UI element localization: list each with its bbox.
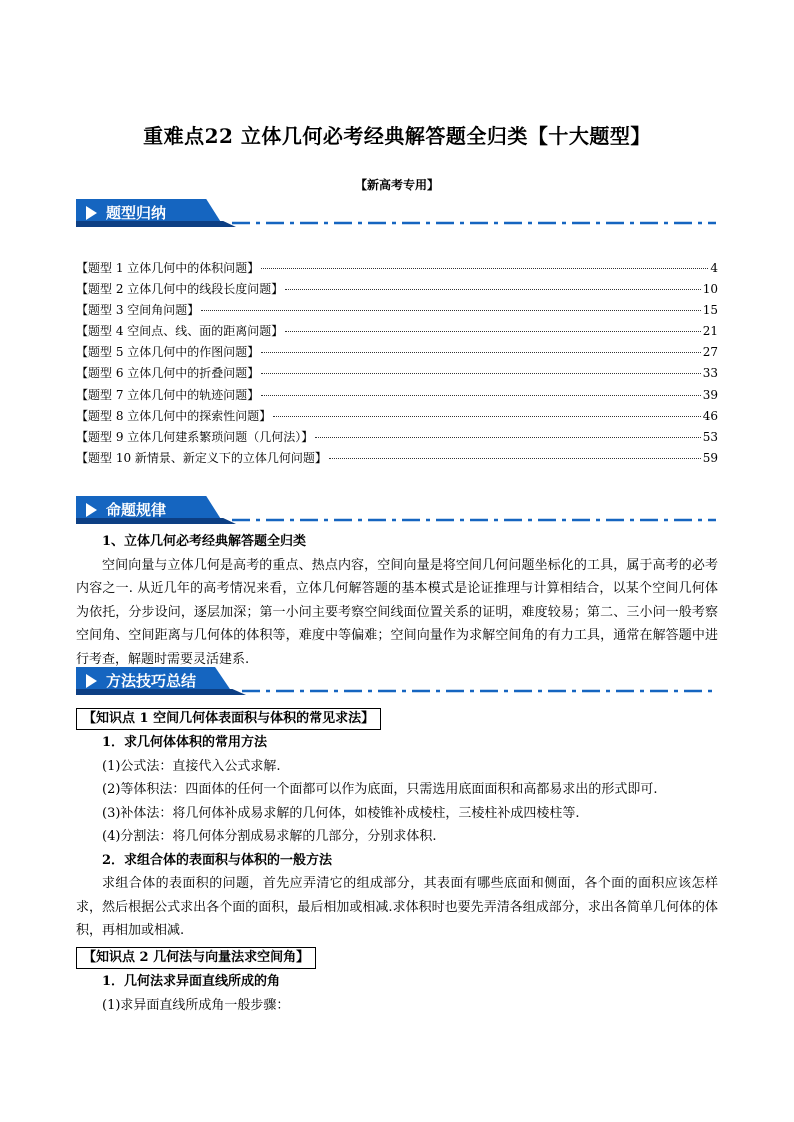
rule-paragraph: 空间向量与立体几何是高考的重点、热点内容，空间向量是将空间几何问题坐标化的工具，属于高考的必考内容之一. 从近几年的高考情况来看，立体几何解答题的基本模式是论证推理与计算相结合，以某个空间几何体为依托，分步设问，逐层加深；第一小问主要考察空间线面位置关系的证明，难度较易；第二、三小问一般考察空间角、空间距离与几何体的体积等，难度中等偏难；空间向量作为求解空间角的有力工具，通常在解答题中进行考查，解题时需要灵活建系. bbox=[76, 557, 718, 667]
rule-heading: 1、立体几何必考经典解答题全归类 bbox=[102, 534, 307, 549]
list-item: (4)分割法：将几何体分割成易求解的几部分，分别求体积. bbox=[102, 829, 437, 844]
section-header-toc bbox=[76, 199, 716, 229]
toc-label: 【题型 4 空间点、线、面的距离问题】 bbox=[76, 324, 284, 339]
toc-label: 【题型 7 立体几何中的轨迹问题】 bbox=[76, 387, 260, 402]
toc-row[interactable] bbox=[76, 386, 718, 407]
kp1-content bbox=[76, 731, 718, 943]
toc-page-number: 15 bbox=[702, 303, 718, 318]
play-arrow-icon bbox=[86, 206, 97, 220]
toc-leader bbox=[285, 289, 700, 290]
toc-page-number: 39 bbox=[702, 387, 718, 402]
toc-leader bbox=[261, 268, 708, 269]
kp1-heading-1: 1．求几何体体积的常用方法 bbox=[102, 735, 268, 750]
toc-row[interactable] bbox=[76, 407, 718, 428]
knowledge-point-box: 【知识点 1 空间几何体表面积与体积的常见求法】 bbox=[76, 708, 381, 730]
section-header-rule bbox=[76, 496, 716, 526]
toc-page-number: 27 bbox=[702, 345, 718, 360]
toc-label: 【题型 1 立体几何中的体积问题】 bbox=[76, 261, 260, 275]
toc-row[interactable] bbox=[76, 280, 718, 301]
toc-row[interactable] bbox=[76, 428, 718, 449]
document-subtitle: 【新高考专用】 bbox=[354, 178, 439, 192]
toc-page-number: 21 bbox=[702, 324, 718, 339]
toc-leader bbox=[201, 310, 700, 311]
toc-label: 【题型 2 立体几何中的线段长度问题】 bbox=[76, 282, 284, 297]
toc-label: 【题型 8 立体几何中的探索性问题】 bbox=[76, 408, 272, 423]
list-item: (3)补体法：将几何体补成易求解的几何体，如棱锥补成棱柱，三棱柱补成四棱柱等. bbox=[102, 805, 580, 821]
toc-label: 【题型 5 立体几何中的作图问题】 bbox=[76, 345, 260, 360]
section-title: 方法技巧总结 bbox=[106, 672, 197, 690]
toc-row[interactable] bbox=[76, 322, 718, 343]
section-header-method bbox=[76, 667, 716, 697]
toc-row[interactable] bbox=[76, 343, 718, 364]
toc-label: 【题型 10 新情景、新定义下的立体几何问题】 bbox=[76, 450, 327, 465]
kp2-content bbox=[76, 970, 718, 1017]
toc-leader bbox=[261, 373, 700, 374]
document-title: 重难点22 立体几何必考经典解答题全归类【十大题型】 bbox=[143, 124, 651, 148]
toc-leader bbox=[261, 395, 700, 396]
toc-leader bbox=[329, 458, 701, 459]
toc-row[interactable] bbox=[76, 301, 718, 322]
section-title: 题型归纳 bbox=[106, 204, 167, 222]
knowledge-point-box: 【知识点 2 几何法与向量法求空间角】 bbox=[76, 947, 316, 969]
kp1-heading-2: 2．求组合体的表面积与体积的一般方法 bbox=[102, 852, 333, 868]
list-item: (1)公式法：直接代入公式求解. bbox=[102, 758, 281, 774]
play-arrow-icon bbox=[86, 674, 97, 688]
list-item: (2)等体积法：四面体的任何一个面都可以作为底面，只需选用底面面积和高都易求出的形式即可. bbox=[102, 782, 658, 797]
toc-row[interactable] bbox=[76, 364, 718, 385]
toc-leader bbox=[261, 352, 700, 353]
kp2-heading-1: 1．几何法求异面直线所成的角 bbox=[102, 974, 281, 989]
toc-page-number: 59 bbox=[702, 450, 718, 465]
toc-label: 【题型 6 立体几何中的折叠问题】 bbox=[76, 366, 260, 381]
toc-page-number: 4 bbox=[710, 261, 718, 275]
toc-leader bbox=[273, 416, 700, 417]
list-item: (1)求异面直线所成角一般步骤： bbox=[102, 997, 290, 1013]
dash-dot-divider bbox=[232, 221, 716, 225]
toc-label: 【题型 9 立体几何建系繁琐问题（几何法）】 bbox=[76, 429, 314, 444]
toc-row[interactable] bbox=[76, 259, 718, 280]
toc-page-number: 46 bbox=[702, 408, 718, 423]
toc-page-number: 10 bbox=[702, 282, 718, 297]
toc-label: 【题型 3 空间角问题】 bbox=[76, 303, 200, 318]
toc-leader bbox=[285, 331, 700, 332]
rule-content bbox=[76, 530, 718, 671]
table-of-contents bbox=[76, 259, 718, 470]
toc-page-number: 53 bbox=[702, 429, 718, 444]
toc-row[interactable] bbox=[76, 449, 718, 470]
kp1-paragraph: 求组合体的表面积的问题，首先应弄清它的组成部分，其表面有哪些底面和侧面，各个面的面积应该怎样求，然后根据公式求出各个面的面积，最后相加或相减.求体积时也要先弄清各组成部分，求出各简单几何体的体积，再相加或相减. bbox=[76, 876, 718, 938]
play-arrow-icon bbox=[86, 503, 97, 517]
toc-leader bbox=[315, 437, 700, 438]
dash-dot-divider bbox=[242, 689, 716, 693]
toc-page-number: 33 bbox=[702, 366, 718, 381]
dash-dot-divider bbox=[232, 518, 716, 522]
section-title: 命题规律 bbox=[106, 501, 167, 519]
